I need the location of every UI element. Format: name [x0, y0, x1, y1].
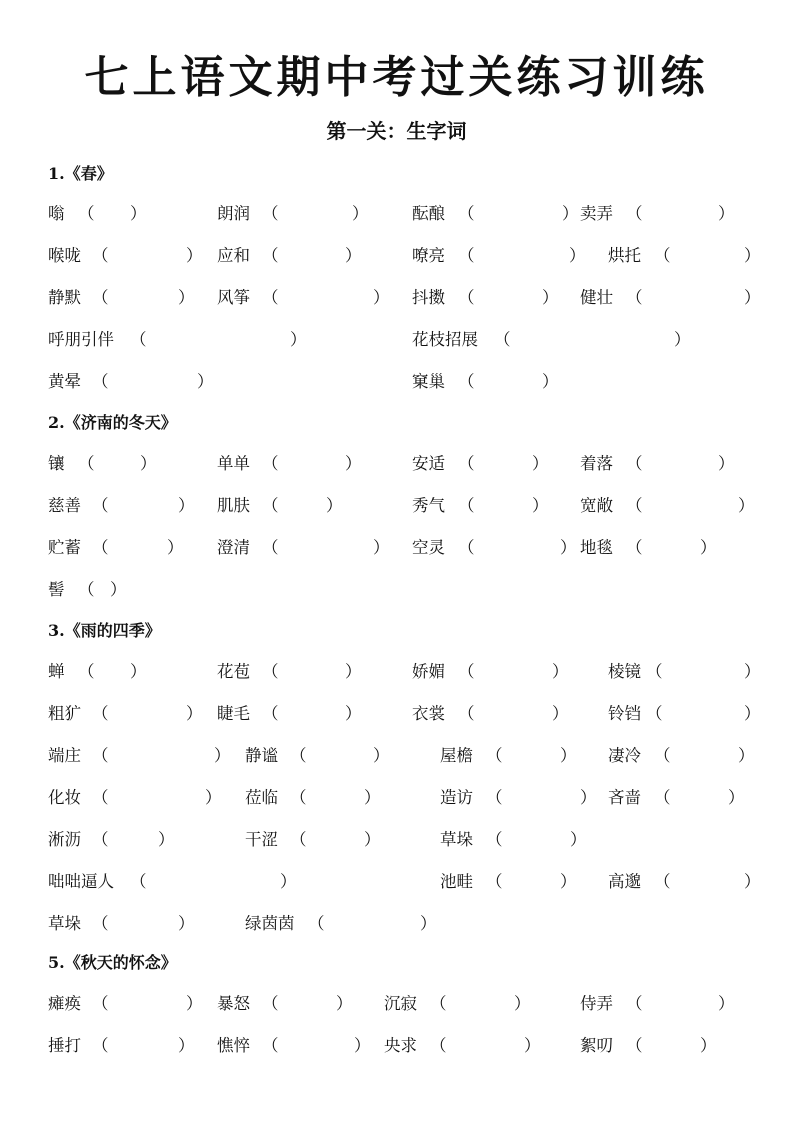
vocab-word: 端庄: [48, 746, 81, 765]
left-paren: （: [92, 914, 109, 933]
left-paren: （: [646, 662, 663, 681]
right-paren: ）: [140, 454, 157, 473]
right-paren: ）: [674, 330, 691, 349]
left-paren: （: [646, 704, 663, 723]
vocab-item: [412, 326, 478, 354]
vocab-word: 髻: [48, 580, 65, 599]
vocab-row: [0, 658, 793, 686]
right-paren: ）: [110, 580, 127, 599]
vocab-item: [412, 492, 445, 520]
left-paren: （: [486, 830, 503, 849]
vocab-word: 央求: [384, 1036, 417, 1055]
vocab-word: 应和: [217, 246, 250, 265]
right-paren: ）: [744, 662, 761, 681]
left-paren: （: [92, 1036, 109, 1055]
left-paren: （: [92, 704, 109, 723]
left-paren: （: [92, 994, 109, 1013]
left-paren: （: [92, 372, 109, 391]
vocab-word: 捶打: [48, 1036, 81, 1055]
left-paren: （: [92, 538, 109, 557]
right-paren: ）: [562, 204, 579, 223]
vocab-item: [48, 534, 81, 562]
left-paren: （: [290, 830, 307, 849]
right-paren: ）: [178, 288, 195, 307]
vocab-item: [580, 492, 613, 520]
vocab-item: [48, 242, 81, 270]
vocab-item: [580, 1032, 613, 1060]
left-paren: （: [430, 994, 447, 1013]
left-paren: （: [262, 538, 279, 557]
right-paren: ）: [178, 496, 195, 515]
left-paren: （: [262, 496, 279, 515]
vocab-word: 地毯: [580, 538, 613, 557]
vocab-item: [48, 450, 65, 478]
vocab-word: 宽敞: [580, 496, 613, 515]
vocab-item: [580, 534, 613, 562]
vocab-row: [0, 576, 793, 604]
right-paren: ）: [542, 288, 559, 307]
vocab-word: 咄咄逼人: [48, 872, 114, 891]
right-paren: ）: [178, 1036, 195, 1055]
right-paren: ）: [280, 872, 297, 891]
vocab-word: 花枝招展: [412, 330, 478, 349]
left-paren: （: [626, 538, 643, 557]
left-paren: （: [626, 994, 643, 1013]
vocab-row: [0, 910, 793, 938]
vocab-word: 嗡: [48, 204, 65, 223]
vocab-item: [48, 200, 65, 228]
right-paren: ）: [130, 204, 147, 223]
vocab-row: [0, 826, 793, 854]
left-paren: （: [458, 704, 475, 723]
vocab-item: [48, 990, 81, 1018]
vocab-word: 屋檐: [440, 746, 473, 765]
right-paren: ）: [345, 246, 362, 265]
left-paren: （: [78, 580, 95, 599]
right-paren: ）: [186, 704, 203, 723]
right-paren: ）: [373, 538, 390, 557]
vocab-word: 粗犷: [48, 704, 81, 723]
vocab-row: [0, 450, 793, 478]
left-paren: （: [262, 204, 279, 223]
right-paren: ）: [514, 994, 531, 1013]
right-paren: ）: [718, 454, 735, 473]
vocab-word: 静谧: [245, 746, 278, 765]
right-paren: ）: [167, 538, 184, 557]
right-paren: ）: [700, 1036, 717, 1055]
vocab-row: [0, 326, 793, 354]
right-paren: ）: [158, 830, 175, 849]
right-paren: ）: [178, 914, 195, 933]
vocab-word: 蝉: [48, 662, 65, 681]
vocab-item: [412, 700, 445, 728]
vocab-row: [0, 784, 793, 812]
right-paren: ）: [560, 872, 577, 891]
left-paren: （: [654, 788, 671, 807]
vocab-item: [217, 700, 250, 728]
vocab-item: [608, 868, 641, 896]
right-paren: ）: [532, 496, 549, 515]
left-paren: （: [458, 288, 475, 307]
vocab-word: 暴怒: [217, 994, 250, 1013]
vocab-item: [48, 700, 81, 728]
left-paren: （: [130, 330, 147, 349]
left-paren: （: [262, 704, 279, 723]
vocab-item: [245, 784, 278, 812]
vocab-word: 侍弄: [580, 994, 613, 1013]
vocab-item: [440, 826, 473, 854]
vocab-item: [48, 742, 81, 770]
left-paren: （: [430, 1036, 447, 1055]
vocab-item: [217, 242, 250, 270]
right-paren: ）: [744, 872, 761, 891]
vocab-word: 空灵: [412, 538, 445, 557]
vocab-item: [608, 742, 641, 770]
right-paren: ）: [345, 662, 362, 681]
left-paren: （: [262, 454, 279, 473]
vocab-word: 草垛: [440, 830, 473, 849]
vocab-item: [412, 200, 445, 228]
page-subtitle: 第一关：生字词: [326, 119, 467, 143]
vocab-word: 风筝: [217, 288, 250, 307]
right-paren: ）: [290, 330, 307, 349]
vocab-word: 造访: [440, 788, 473, 807]
vocab-item: [217, 450, 250, 478]
vocab-row: [0, 242, 793, 270]
left-paren: （: [626, 454, 643, 473]
vocab-item: [217, 990, 250, 1018]
vocab-word: 卖弄: [580, 204, 613, 223]
left-paren: （: [130, 872, 147, 891]
vocab-word: 喉咙: [48, 246, 81, 265]
left-paren: （: [458, 538, 475, 557]
vocab-item: [245, 826, 278, 854]
vocab-item: [48, 868, 114, 896]
left-paren: （: [458, 496, 475, 515]
right-paren: ）: [542, 372, 559, 391]
vocab-word: 慈善: [48, 496, 81, 515]
vocab-word: 酝酿: [412, 204, 445, 223]
vocab-word: 烘托: [608, 246, 641, 265]
vocab-item: [48, 826, 81, 854]
vocab-word: 草垛: [48, 914, 81, 933]
vocab-item: [580, 990, 613, 1018]
vocab-word: 沉寂: [384, 994, 417, 1013]
vocab-word: 池畦: [440, 872, 473, 891]
vocab-item: [245, 910, 295, 938]
vocab-word: 健壮: [580, 288, 613, 307]
vocab-row: [0, 700, 793, 728]
vocab-item: [48, 576, 65, 604]
right-paren: ）: [420, 914, 437, 933]
right-paren: ）: [345, 454, 362, 473]
vocab-word: 澄清: [217, 538, 250, 557]
right-paren: ）: [326, 496, 343, 515]
vocab-row: [0, 492, 793, 520]
left-paren: （: [262, 246, 279, 265]
left-paren: （: [290, 746, 307, 765]
vocab-word: 镶: [48, 454, 65, 473]
right-paren: ）: [214, 746, 231, 765]
page-title: 七上语文期中考过关练习训练: [84, 52, 709, 103]
vocab-item: [440, 868, 473, 896]
vocab-word: 抖擞: [412, 288, 445, 307]
vocab-item: [48, 910, 81, 938]
right-paren: ）: [560, 538, 577, 557]
right-paren: ）: [718, 204, 735, 223]
left-paren: （: [626, 288, 643, 307]
vocab-word: 衣裳: [412, 704, 445, 723]
left-paren: （: [262, 994, 279, 1013]
vocab-item: [217, 658, 250, 686]
vocab-word: 化妆: [48, 788, 81, 807]
vocab-word: 着落: [580, 454, 613, 473]
right-paren: ）: [364, 788, 381, 807]
vocab-word: 呼朋引伴: [48, 330, 114, 349]
vocab-word: 肌肤: [217, 496, 250, 515]
left-paren: （: [654, 246, 671, 265]
vocab-word: 绿茵茵: [245, 914, 295, 933]
right-paren: ）: [205, 788, 222, 807]
right-paren: ）: [345, 704, 362, 723]
vocab-word: 干涩: [245, 830, 278, 849]
right-paren: ）: [738, 496, 755, 515]
vocab-item: [440, 784, 473, 812]
vocab-item: [48, 1032, 81, 1060]
vocab-word: 秀气: [412, 496, 445, 515]
right-paren: ）: [570, 830, 587, 849]
vocab-word: 高邈: [608, 872, 641, 891]
left-paren: （: [458, 204, 475, 223]
left-paren: （: [458, 662, 475, 681]
right-paren: ）: [373, 746, 390, 765]
right-paren: ）: [552, 662, 569, 681]
left-paren: （: [654, 746, 671, 765]
left-paren: （: [626, 1036, 643, 1055]
right-paren: ）: [364, 830, 381, 849]
vocab-item: [608, 658, 641, 686]
vocab-item: [412, 242, 445, 270]
right-paren: ）: [532, 454, 549, 473]
left-paren: （: [262, 1036, 279, 1055]
left-paren: （: [486, 746, 503, 765]
vocab-item: [217, 492, 250, 520]
left-paren: （: [308, 914, 325, 933]
right-paren: ）: [738, 746, 755, 765]
vocab-row: [0, 284, 793, 312]
left-paren: （: [262, 662, 279, 681]
left-paren: （: [486, 872, 503, 891]
vocab-item: [217, 534, 250, 562]
vocab-item: [608, 784, 641, 812]
vocab-word: 嘹亮: [412, 246, 445, 265]
vocab-item: [217, 284, 250, 312]
vocab-item: [412, 368, 445, 396]
vocab-item: [245, 742, 278, 770]
left-paren: （: [92, 496, 109, 515]
vocab-row: [0, 200, 793, 228]
vocab-item: [48, 784, 81, 812]
vocab-word: 贮蓄: [48, 538, 81, 557]
right-paren: ）: [524, 1036, 541, 1055]
left-paren: （: [78, 204, 95, 223]
vocab-item: [384, 990, 417, 1018]
vocab-word: 铃铛: [608, 704, 641, 723]
right-paren: ）: [744, 288, 761, 307]
vocab-word: 安适: [412, 454, 445, 473]
vocab-word: 朗润: [217, 204, 250, 223]
section-heading: 5.《秋天的怀念》: [48, 953, 177, 972]
vocab-item: [608, 700, 641, 728]
vocab-item: [48, 326, 114, 354]
right-paren: ）: [728, 788, 745, 807]
left-paren: （: [92, 830, 109, 849]
right-paren: ）: [186, 246, 203, 265]
vocab-row: [0, 1032, 793, 1060]
section-heading: 2.《济南的冬天》: [48, 413, 177, 432]
vocab-word: 窠巢: [412, 372, 445, 391]
vocab-item: [384, 1032, 417, 1060]
left-paren: （: [92, 288, 109, 307]
vocab-item: [580, 284, 613, 312]
vocab-item: [217, 1032, 250, 1060]
section-heading: 3.《雨的四季》: [48, 621, 161, 640]
vocab-word: 单单: [217, 454, 250, 473]
vocab-item: [412, 284, 445, 312]
vocab-word: 睫毛: [217, 704, 250, 723]
vocab-item: [580, 450, 613, 478]
vocab-word: 黄晕: [48, 372, 81, 391]
left-paren: （: [486, 788, 503, 807]
right-paren: ）: [336, 994, 353, 1013]
left-paren: （: [654, 872, 671, 891]
left-paren: （: [262, 288, 279, 307]
left-paren: （: [494, 330, 511, 349]
right-paren: ）: [197, 372, 214, 391]
vocab-item: [412, 658, 445, 686]
right-paren: ）: [130, 662, 147, 681]
right-paren: ）: [352, 204, 369, 223]
right-paren: ）: [560, 746, 577, 765]
left-paren: （: [92, 246, 109, 265]
vocab-row: [0, 990, 793, 1018]
section-heading: 1.《春》: [48, 164, 113, 183]
vocab-row: [0, 742, 793, 770]
vocab-item: [48, 492, 81, 520]
right-paren: ）: [373, 288, 390, 307]
vocab-word: 吝啬: [608, 788, 641, 807]
left-paren: （: [290, 788, 307, 807]
left-paren: （: [92, 746, 109, 765]
vocab-word: 憔悴: [217, 1036, 250, 1055]
right-paren: ）: [744, 704, 761, 723]
vocab-word: 娇媚: [412, 662, 445, 681]
left-paren: （: [78, 454, 95, 473]
right-paren: ）: [354, 1036, 371, 1055]
vocab-item: [412, 450, 445, 478]
right-paren: ）: [552, 704, 569, 723]
right-paren: ）: [569, 246, 586, 265]
vocab-word: 淅沥: [48, 830, 81, 849]
vocab-item: [440, 742, 473, 770]
vocab-word: 絮叨: [580, 1036, 613, 1055]
vocab-item: [48, 368, 81, 396]
left-paren: （: [458, 454, 475, 473]
vocab-item: [48, 658, 65, 686]
vocab-item: [48, 284, 81, 312]
left-paren: （: [626, 496, 643, 515]
vocab-word: 静默: [48, 288, 81, 307]
vocab-word: 棱镜: [608, 662, 641, 681]
left-paren: （: [626, 204, 643, 223]
vocab-row: [0, 368, 793, 396]
right-paren: ）: [718, 994, 735, 1013]
vocab-word: 花苞: [217, 662, 250, 681]
right-paren: ）: [744, 246, 761, 265]
vocab-item: [580, 200, 613, 228]
left-paren: （: [458, 372, 475, 391]
right-paren: ）: [700, 538, 717, 557]
vocab-word: 瘫痪: [48, 994, 81, 1013]
right-paren: ）: [580, 788, 597, 807]
vocab-item: [412, 534, 445, 562]
vocab-item: [217, 200, 250, 228]
right-paren: ）: [186, 994, 203, 1013]
left-paren: （: [92, 788, 109, 807]
left-paren: （: [78, 662, 95, 681]
vocab-word: 莅临: [245, 788, 278, 807]
left-paren: （: [458, 246, 475, 265]
vocab-item: [608, 242, 641, 270]
vocab-word: 凄冷: [608, 746, 641, 765]
vocab-row: [0, 534, 793, 562]
vocab-row: [0, 868, 793, 896]
